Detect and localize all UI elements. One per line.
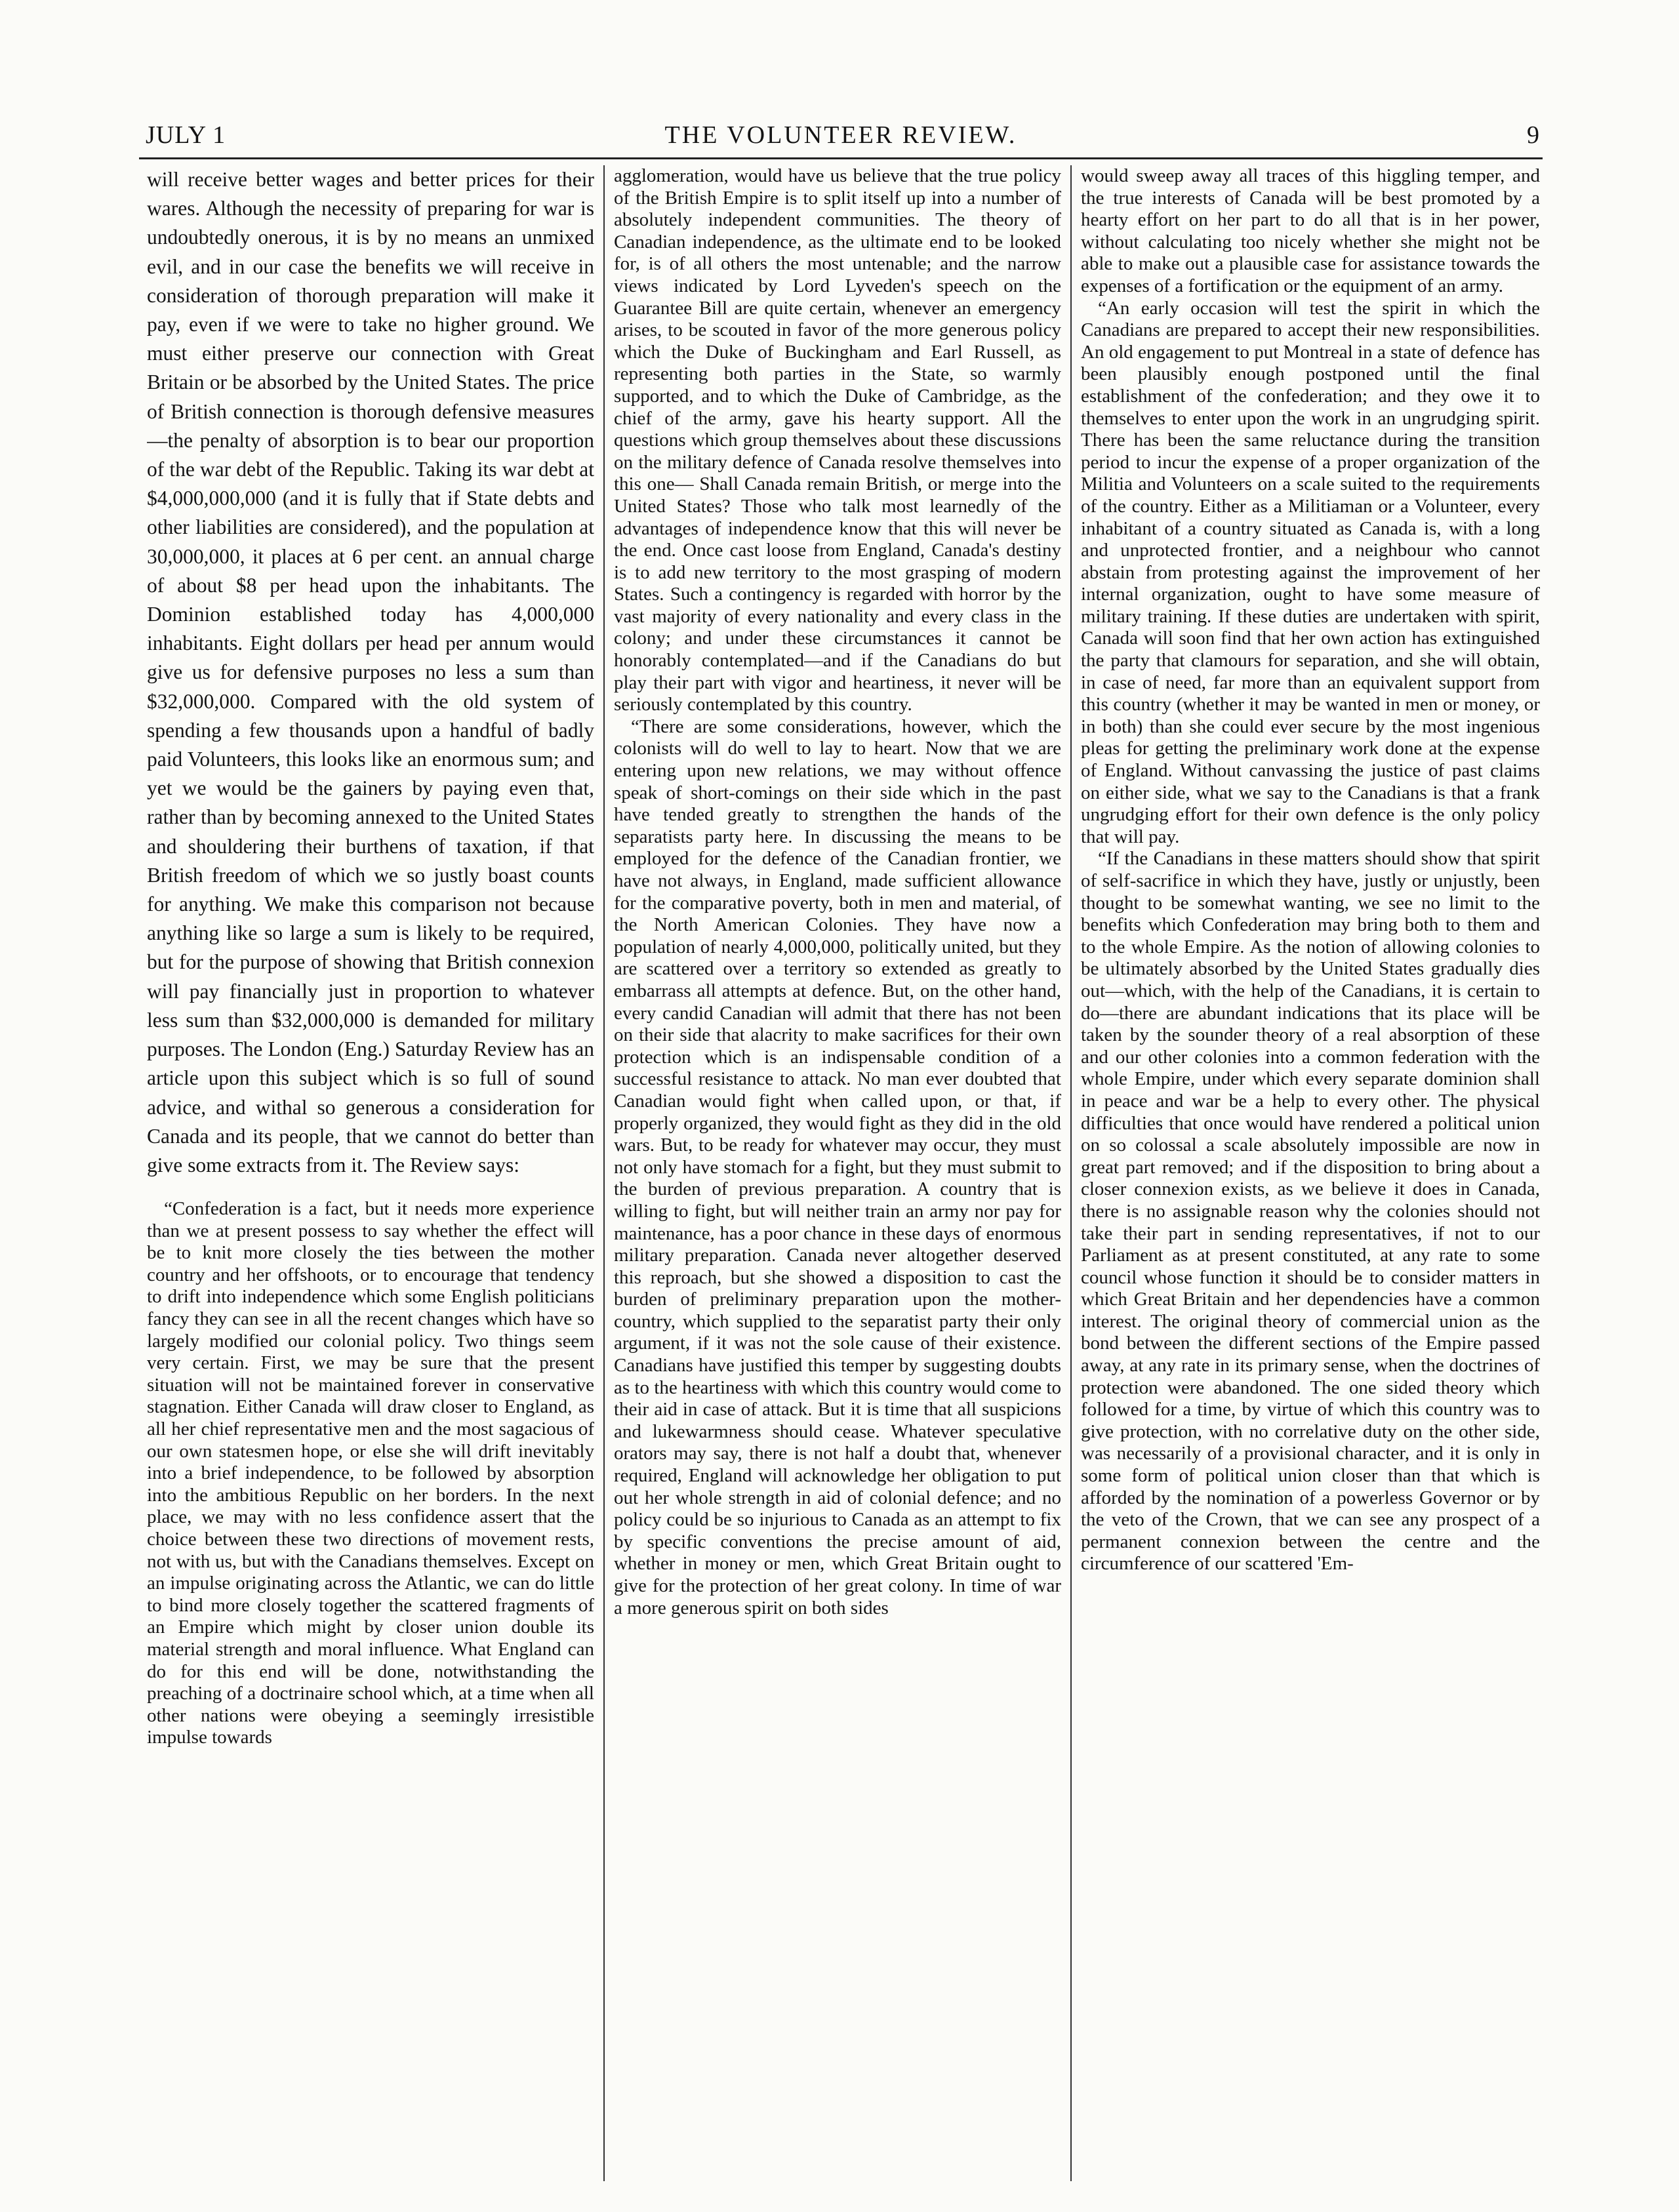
quoted-paragraph: “There are some considerations, however, which the colonists will do well to lay to heart. Now that we are entering upon new relations, we may without offence speak of short-comings on their side which in the past have tended greatly to strengthen the hands of the separatists party here. In discussing the means to be employed for the defence of the Canadian frontier, we have not always, in England, made sufficient allowance for the comparative poverty, both in men and material, of the North American Colonies. They have now a population of nearly 4,000,000, politically united, but they are scattered over a territory so extended as greatly to embarrass all attempts at defence. But, on the other hand, every candid Canadian will admit that there has not been on their side that alacrity to make sacrifices for their own protection which is an indispensable condition of a successful resistance to attack. No man ever doubted that Canadian would fight when called upon, or that, if properly organized, they would fight as they did in the old wars. But, to be ready for whatever may occur, they must not only have stomach for a fight, but they must submit to the burden of previous preparation. A country that is willing to fight, but will neither train an army nor pay for maintenance, has a poor chance in these days of enormous military preparation. Canada never altogether deserved this reproach, but she showed a disposition to cast the burden of preliminary preparation upon the mother-country, which supplied to the separatist party their only argument, if it was not the sole cause of their existence. Canadians have justified this temper by suggesting doubts as to the heartiness with which this country would come to their aid in case of attack. But it is time that all suspicions and lukewarmness should cease. Whatever speculative orators may say, there is not half a doubt that, whenever required, England will acknowledge her obligation to put out her whole strength in aid of colonial defence; and no policy could be so injurious to Canada as an attempt to fix by specific conventions the precise amount of aid, whether in money or men, which Great Britain ought to give for the protection of her great colony. In time of war a more generous spirit on both sides	[614, 715, 1061, 1619]
column-2	[614, 165, 1061, 2181]
column-3	[1081, 165, 1540, 2181]
column-divider	[1070, 165, 1072, 2181]
page-number: 9	[1527, 121, 1540, 149]
quoted-paragraph: would sweep away all traces of this higgling temper, and the true interests of Canada will be best promoted by a hearty effort on her part to do all that is in her power, without calculating too nicely whether she might not be able to make out a plausible case for assistance towards the expenses of a fortification or the equipment of an army.	[1081, 165, 1540, 296]
quoted-paragraph: “If the Canadians in these matters should show that spirit of self-sacrifice in which they have, justly or unjustly, been thought to be somewhat wanting, we see no limit to the benefits which Confederation may bring both to them and to the whole Empire. As the notion of allowing colonies to be ultimately absorbed by the United States gradually dies out—which, with the help of the Canadians, it is certain to do—there are abundant indications that its place will be taken by the sounder theory of a real absorption of these and our other colonies into a common federation with the whole Empire, under which every separate dominion shall in peace and war be a help to every other. The physical difficulties that once would have rendered a political union on so colossal a scale absolutely impossible are now in great part removed; and if the disposition to bring about a closer connexion exists, as we believe it does in Canada, there is no assignable reason why the colonies should not take their part in sending representatives, if not to our Parliament as at present constituted, at any rate to some council whose function it should be to consider matters in which Great Britain and her dependencies have a common interest. The original theory of commercial union as the bond between the different sections of the Empire passed away, at any rate in its primary sense, when the doctrines of protection were abandoned. The one sided theory which followed for a time, by virtue of which this country was to give protection, with no correlative duty on the other side, was necessarily of a provisional character, and it is only in some form of political union closer than that which is afforded by the nomination of a powerless Governor or by the veto of the Crown, that we can see any prospect of a permanent connexion between the centre and the circumference of our scattered 'Em-	[1081, 848, 1540, 1575]
newspaper-page	[139, 115, 1543, 2181]
column-1	[147, 165, 594, 2181]
header-date: JULY 1	[146, 121, 226, 149]
page-header	[139, 115, 1543, 159]
paragraph-gap	[147, 1180, 594, 1198]
publication-title: THE VOLUNTEER REVIEW.	[664, 121, 1017, 149]
quoted-paragraph: agglomeration, would have us believe that the true policy of the British Empire is to split itself up into a number of absolutely independent communities. The theory of Canadian independence, as the ultimate end to be looked for, is of all others the most untenable; and the narrow views indicated by Lord Lyveden's speech on the Guarantee Bill are quite certain, whenever an emergency arises, to be scouted in favor of the more generous policy which the Duke of Buckingham and Earl Russell, as representing both parties in the State, so warmly supported, and to which the Duke of Cambridge, as the chief of the army, gave his hearty support. All the questions which group themselves about these discussions on the military defence of Canada resolve themselves into this one— Shall Canada remain British, or merge into the United States? Those who talk most learnedly of the advantages of independence know that this will never be the end. Once cast loose from England, Canada's destiny is to add new territory to the most grasping of modern States. Such a contingency is regarded with horror by the vast majority of every nationality and every class in the colony; and under these circumstances it cannot be honorably contemplated—and if the Canadians do but play their part with vigor and heartiness, it never will be seriously contemplated by this country.	[614, 165, 1061, 715]
quoted-paragraph: “Confederation is a fact, but it needs more experience than we at present possess to say whether the effect will be to knit more closely the ties between the mother country and her offshoots, or to encourage that tendency to drift into independence which some English politicians fancy they can see in all the recent changes which have so largely modified our colonial policy. Two things seem very certain. First, we may be sure that the present situation will not be maintained forever in conservative stagnation. Either Canada will draw closer to England, as all her chief representative men and the most sagacious of our own statesmen hope, or else she will drift inevitably into a brief independence, to be followed by absorption into the ambitious Republic on her borders. In the next place, we may with no less confidence assert that the choice between these two directions of movement rests, not with us, but with the Canadians themselves. Except on an impulse originating across the Atlantic, we can do little to bind more closely together the scattered fragments of an Empire which might by closer union double its material strength and moral influence. What England can do for this end will be done, notwithstanding the preaching of a doctrinaire school which, at a time when all other nations were obeying a seemingly irresistible impulse towards	[147, 1198, 594, 1748]
quoted-paragraph: “An early occasion will test the spirit in which the Canadians are prepared to accept their new responsibilities. An old engagement to put Montreal in a state of defence has been plausibly enough postponed until the final establishment of the confederation; and they owe it to themselves to enter upon the work in an ungrudging spirit. There has been the same reluctance during the transition period to incur the expense of a proper organization of the Militia and Volunteers on a scale suited to the requirements of the country. Either as a Militiaman or a Volunteer, every inhabitant of a country situated as Canada is, with a long and unprotected frontier, and a neighbour who cannot abstain from protesting against the improvement of her internal organization, ought to have some measure of military training. If these duties are undertaken with spirit, Canada will soon find that her own action has extinguished the party that clamours for separation, and she will obtain, in case of need, far more than an equivalent support from this country (whether it may be wanted in men or money, or in both) than she could ever secure by the most ingenious pleas for getting the preliminary work done at the expense of England. Without canvassing the justice of past claims on either side, what we say to the Canadians is that a frank ungrudging effort for their own defence is the only policy that will pay.	[1081, 297, 1540, 847]
column-divider	[603, 165, 605, 2181]
article-columns	[139, 165, 1543, 2181]
editorial-paragraph: will receive better wages and better prices for their wares. Although the necessity of preparing for war is undoubtedly onerous, it is by no means an unmixed evil, and in our case the benefits we will receive in consideration of thorough preparation will make it pay, even if we were to take no higher ground. We must either preserve our connection with Great Britain or be absorbed by the United States. The price of British connection is thorough defensive measures —the penalty of absorption is to bear our proportion of the war debt of the Republic. Taking its war debt at $4,000,000,000 (and it is fully that if State debts and other liabilities are considered), and the population at 30,000,000, it places at 6 per cent. an annual charge of about $8 per head upon the inhabitants. The Dominion established today has 4,000,000 inhabitants. Eight dollars per head per annum would give us for defensive purposes no less a sum than $32,000,000. Compared with the old system of spending a few thousands upon a handful of badly paid Volunteers, this looks like an enormous sum; and yet we would be the gainers by paying even that, rather than by becoming annexed to the United States and shouldering their burthens of taxation, if that British freedom of which we so justly boast counts for anything. We make this comparison not because anything like so large a sum is likely to be required, but for the purpose of showing that British connexion will pay financially just in proportion to whatever less sum than $32,000,000 is demanded for military purposes. The London (Eng.) Saturday Review has an article upon this subject which is so full of sound advice, and withal so generous a consideration for Canada and its people, that we cannot do better than give some extracts from it. The Review says:	[147, 168, 594, 1176]
